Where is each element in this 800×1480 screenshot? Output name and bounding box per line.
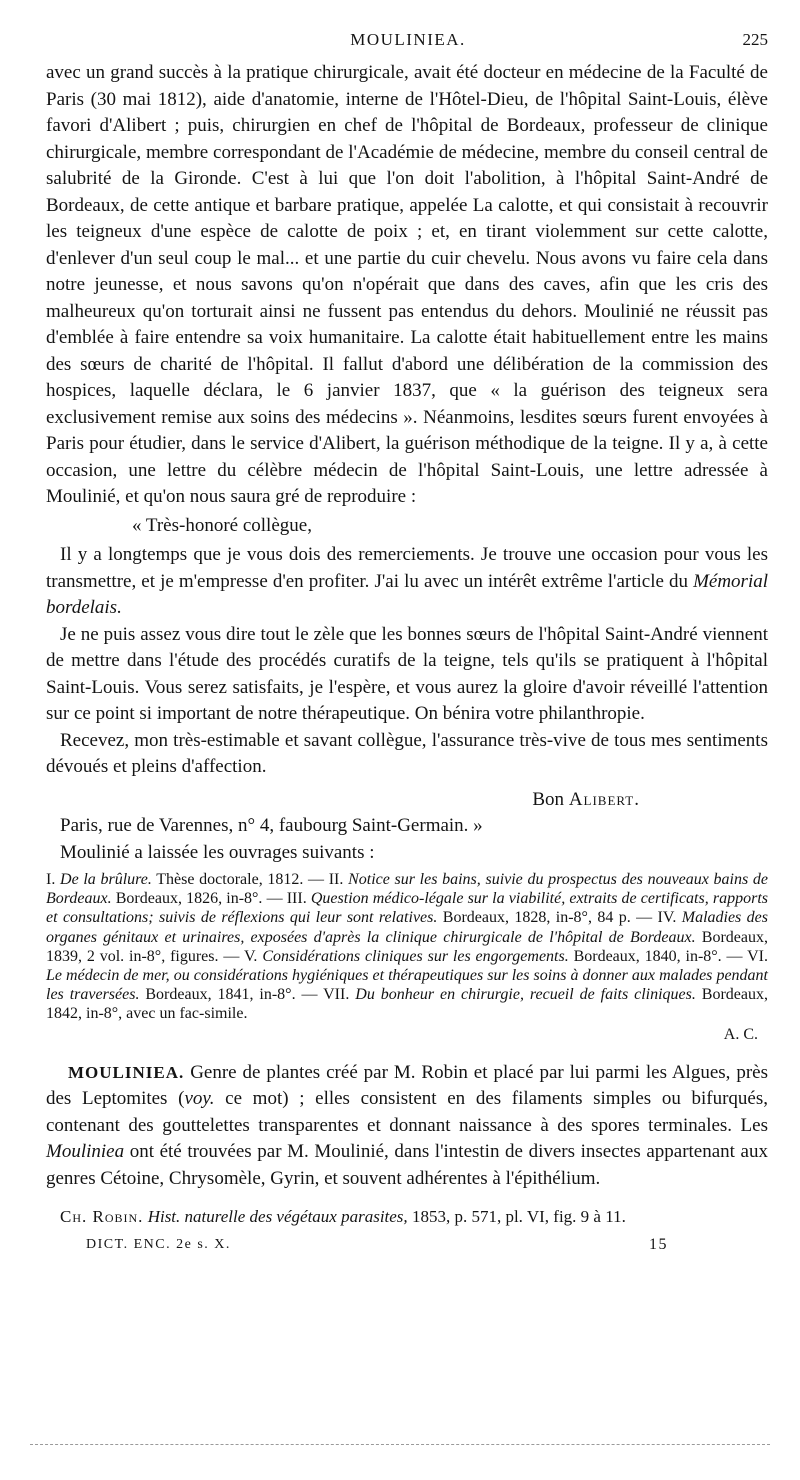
article-headword: MOULINIEA.: [68, 1062, 185, 1082]
letter-address: Paris, rue de Varennes, n° 4, faubourg Saint-Germain. »: [60, 815, 483, 836]
work-6-details: Bordeaux, 1841, in-8°. — VII.: [139, 986, 356, 1004]
reference-details: 1853, p. 571, pl. VI, fig. 9 à 11.: [407, 1207, 626, 1227]
signature-name: Alibert.: [568, 788, 640, 810]
work-4-details: Bordeaux, 1839, 2 vol. in-8°, figures. — V.: [46, 928, 769, 965]
work-1-details: Thèse doctorale, 1812. — II.: [151, 871, 349, 888]
letter-salutation: « Très-honoré collègue,: [132, 514, 312, 536]
letter-paragraph-2: Je ne puis assez vous dire tout le zèle que les bonnes sœurs de l'hôpital Saint-André viennent de mettre dans l'étude des procédés curatifs de la teigne, tels qu'ils se pratiquent à l'hôpital Saint-Louis. Vous serez satisfaits, je l'espère, et vous aurez la gloire d'avoir réveillé l'attention sur ce point si important de notre thérapeutique. On bénira votre philanthropie.: [46, 623, 768, 724]
main-text: [46, 60, 768, 1254]
article-voy: voy.: [184, 1088, 215, 1110]
work-5-title: Considérations cliniques sur les engorgements.: [262, 947, 569, 965]
work-6-title: Le médecin de mer, ou considérations hygiéniques et thérapeutiques sur les soins à donner aux malades pendant les traversées.: [46, 967, 768, 1004]
works-intro: Moulinié a laissée les ouvrages suivants :: [60, 841, 375, 863]
page-number: 225: [742, 30, 768, 49]
signature-mark: DICT. ENC. 2e s. X.: [86, 1237, 231, 1253]
sheet-number: 15: [649, 1236, 668, 1254]
work-7-details: Bordeaux, 1842, in-8°, avec un fac-simile.: [46, 986, 769, 1023]
mouliniea-article: [46, 1060, 768, 1193]
article-genus: Mouliniea: [46, 1141, 125, 1163]
article-text-2: ce mot) ; elles consistent en des filaments simples ou bifurqués, contenant des gouttelettes transparentes et donnant naissance à des spores terminales. Les: [46, 1088, 768, 1136]
article-text-1: Genre de plantes créé par M. Robin et placé par lui parmi les Algues, près des Leptomites (: [46, 1061, 768, 1110]
work-1-number: I.: [46, 871, 61, 888]
letter-paragraph-1: [46, 542, 768, 622]
letter-signature: [46, 787, 768, 814]
work-2-details: Bordeaux, 1826, in-8°. — III.: [111, 890, 311, 908]
work-7-title: Du bonheur en chirurgie, recueil de faits cliniques.: [355, 986, 696, 1004]
signature-title: Bon: [532, 788, 565, 810]
page-header: [48, 30, 768, 54]
letter-paragraph-1-text: Il y a longtemps que je vous dois des remerciements. Je trouve une occasion pour vous les transmettre, et je m'empresse d'en profiter. J'ai lu avec un intérêt extrême l'article du: [46, 544, 768, 592]
bibliographic-reference: [46, 1206, 768, 1228]
work-3-details: Bordeaux, 1828, in-8°, 84 p. — IV.: [437, 909, 682, 927]
biography-paragraph: avec un grand succès à la pratique chirurgicale, avait été docteur en médecine de la Faculté de Paris (30 mai 1812), aide d'anatomie, interne de l'Hôtel-Dieu, de l'hôpital Saint-Louis, élève favori d'Alibert ; puis, chirurgien en chef de l'hôpital de Bordeaux, professeur de clinique chirurgicale, membre correspondant de l'Académie de médecine, membre du conseil central de salubrité de la Gironde. C'est à lui que l'on doit l'abolition, à l'hôpital Saint-André de Bordeaux, de cette antique et barbare pratique, appelée La calotte, et qui consistait à recouvrir les teigneux d'une espèce de calotte de poix ; et, en tirant violemment sur cette calotte, d'enlever d'un seul coup le mal... et une partie du cuir chevelu. Nous avons vu faire cela dans notre jeunesse, et nous savons qu'on n'opérait que dans des caves, afin que les cris des malheureux qu'on torturait ainsi ne fussent pas entendus du dehors. Moulinié ne réussit pas d'emblée à faire entendre sa voix humanitaire. La calotte était habituellement entre les mains des sœurs de charité de l'hôpital. Il fallut d'abord une délibération de la commission des hospices, laquelle déclara, le 6 janvier 1837, que « la guérison des teigneux sera exclusivement remise aux soins des médecins ». Néanmoins, lesdites sœurs furent envoyées à Paris pour étudier, dans le service d'Alibert, la guérison méthodique de la teigne. Il y a, à cette occasion, une lettre du célèbre médecin de l'hôpital Saint-Louis, une lettre adressée à Moulinié, et qu'on nous saura gré de reproduire :: [46, 62, 768, 507]
reference-title: Hist. naturelle des végétaux parasites,: [147, 1207, 408, 1227]
work-5-details: Bordeaux, 1840, in-8°. — VI.: [568, 947, 769, 965]
work-4-title: Maladies des organes génitaux et urinaires, exposées d'après la clinique chirurgicale de l'hôpital de Bordeaux.: [46, 909, 769, 946]
letter-paragraph-3: Recevez, mon très-estimable et savant collègue, l'assurance très-vive de tous mes sentiments dévoués et pleins d'affection.: [46, 729, 768, 777]
letter-newspaper-title: Mémorial bordelais.: [46, 570, 768, 618]
page-footer: [46, 1232, 768, 1254]
running-title: MOULINIEA.: [350, 30, 466, 49]
work-2-title: Notice sur les bains, suivie du prospectus des nouveaux bains de Bordeaux.: [46, 871, 769, 908]
reference-author: Ch. Robin.: [60, 1207, 144, 1227]
article-text-3: ont été trouvées par M. Moulinié, dans l'intestin de divers insectes appartenant aux genres Cétoine, Chrysomèle, Gyrin, et souvent adhérentes à l'épithélium.: [46, 1141, 768, 1189]
author-initials: A. C.: [723, 1025, 758, 1043]
bottom-scan-rule: [30, 1444, 770, 1445]
works-list: [46, 870, 768, 1024]
work-3-title: Question médico-légale sur la viabilité, extraits de certificats, rapports et consultations; suivis de réflexions qui leur sont relatives.: [46, 890, 769, 927]
work-1-title: De la brûlure.: [60, 871, 152, 888]
